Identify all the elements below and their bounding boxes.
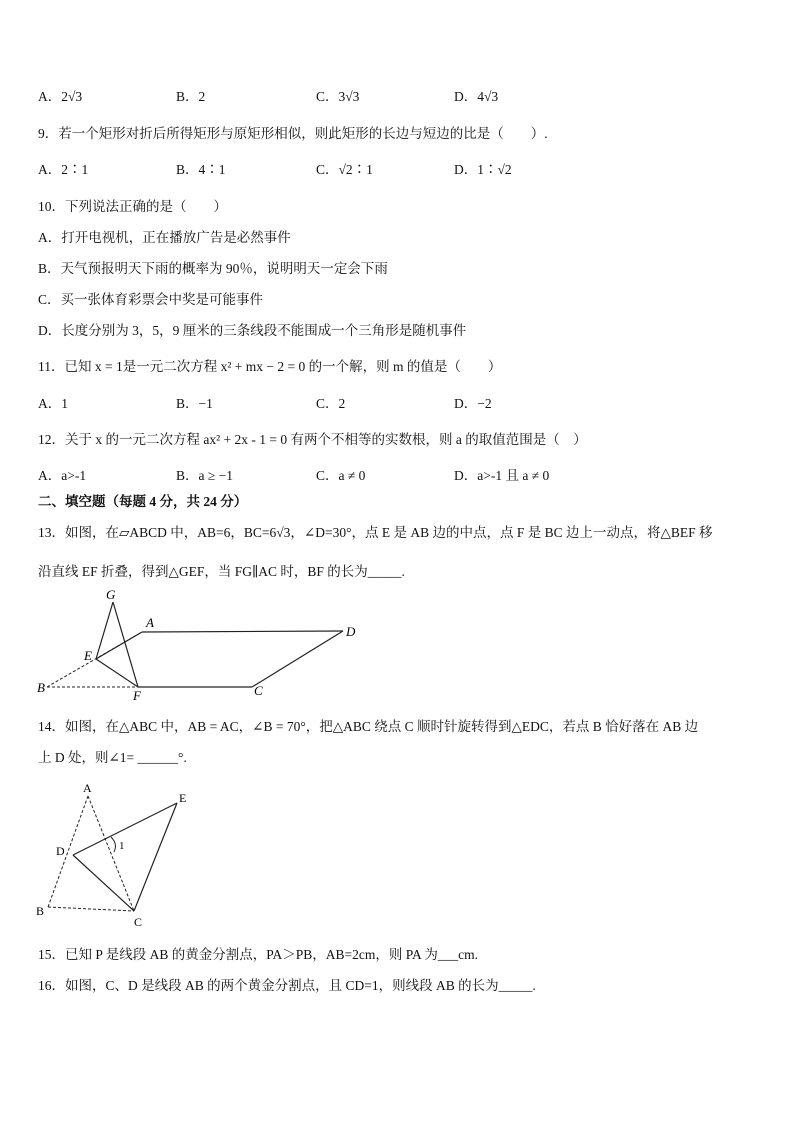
q14-label-c: C [134, 915, 143, 929]
q14-label-d: D [56, 844, 65, 858]
q16-stem: 16．如图，C、D 是线段 AB 的两个黄金分割点，且 CD=1，则线段 AB 的长为_____. [38, 978, 536, 993]
q12-option-d: D．a>-1 且 a ≠ 0 [454, 468, 550, 483]
q12-stem: 12．关于 x 的一元二次方程 ax² + 2x - 1 = 0 有两个不相等的实数根，则 a 的取值范围是（ ） [38, 432, 587, 447]
q11-option-c: C．2 [316, 396, 346, 411]
q8-option-a: A．2√3 [38, 89, 83, 104]
q9-stem: 9．若一个矩形对折后所得矩形与原矩形相似，则此矩形的长边与短边的比是（ ）. [38, 126, 548, 141]
q13-label-c: C [254, 683, 263, 698]
q15-stem: 15．已知 P 是线段 AB 的黄金分割点，PA＞PB，AB=2cm，则 PA 为___cm. [38, 947, 479, 962]
q13-label-b: B [37, 680, 45, 695]
q10-option-a: A．打开电视机，正在播放广告是必然事件 [38, 230, 291, 245]
q14-angle-arc [111, 837, 115, 852]
q13-label-d: D [346, 624, 356, 639]
q14-stem-line1: 14．如图，在△ABC 中，AB = AC，∠B = 70°，把△ABC 绕点 C 顺时针旋转得到△EDC，若点 B 恰好落在 AB 边 [38, 719, 699, 734]
q9-option-b: B．4∶1 [176, 162, 226, 177]
q14-label-b: B [36, 904, 45, 918]
q13-label-e: E [84, 648, 92, 663]
q10-option-d: D．长度分别为 3，5，9 厘米的三条线段不能围成一个三角形是随机事件 [38, 323, 467, 338]
q13-line-gf [113, 602, 138, 687]
q13-figure [30, 585, 370, 700]
q11-option-a: A．1 [38, 396, 68, 411]
q14-figure [30, 780, 200, 930]
q8-option-b: B．2 [176, 89, 206, 104]
q11-option-b: B．−1 [176, 396, 213, 411]
q11-stem: 11．已知 x = 1是一元二次方程 x² + mx − 2 = 0 的一个解，则 m 的值是（ ） [38, 359, 502, 374]
q13-label-g: G [106, 587, 116, 602]
q13-stem-line2: 沿直线 EF 折叠，得到△GEF，当 FG∥AC 时，BF 的长为_____. [38, 564, 405, 579]
q8-option-c: C．3√3 [316, 89, 360, 104]
q14-label-a: A [83, 781, 92, 795]
q8-option-d: D．4√3 [454, 89, 499, 104]
q14-line-ab-dashed [48, 796, 88, 907]
q11-option-d: D．−2 [454, 396, 492, 411]
q14-line-de [73, 803, 177, 855]
q14-label-e: E [179, 791, 187, 805]
q13-label-f: F [133, 688, 141, 700]
section-title: 二、填空题（每题 4 分，共 24 分） [38, 494, 248, 509]
q13-line-ad [142, 631, 343, 632]
q9-option-d: D．1∶√2 [454, 162, 512, 177]
q14-line-bc-dashed [48, 907, 134, 911]
q13-stem-line1: 13．如图，在▱ABCD 中，AB=6，BC=6√3，∠D=30°，点 E 是 AB 边的中点，点 F 是 BC 边上一动点，将△BEF 移 [38, 525, 713, 540]
q9-option-a: A．2∶1 [38, 162, 89, 177]
q13-line-cd [252, 631, 343, 687]
q12-option-b: B．a ≥ −1 [176, 468, 234, 483]
q10-option-c: C．买一张体育彩票会中奖是可能事件 [38, 292, 264, 307]
q12-option-c: C．a ≠ 0 [316, 468, 366, 483]
q13-line-ef [96, 659, 138, 687]
q14-stem-line2: 上 D 处，则∠1= ______°. [38, 750, 187, 765]
q14-line-ac-dashed [88, 796, 134, 911]
q9-option-c: C．√2∶1 [316, 162, 373, 177]
q14-line-dc [73, 855, 134, 911]
q14-line-ec [134, 803, 177, 911]
q10-option-b: B．天气预报明天下雨的概率为 90％，说明明天一定会下雨 [38, 261, 388, 276]
q13-label-a: A [146, 615, 154, 630]
q10-stem: 10．下列说法正确的是（ ） [38, 199, 227, 214]
q14-label-angle-1: 1 [119, 840, 125, 852]
q12-option-a: A．a>-1 [38, 468, 87, 483]
